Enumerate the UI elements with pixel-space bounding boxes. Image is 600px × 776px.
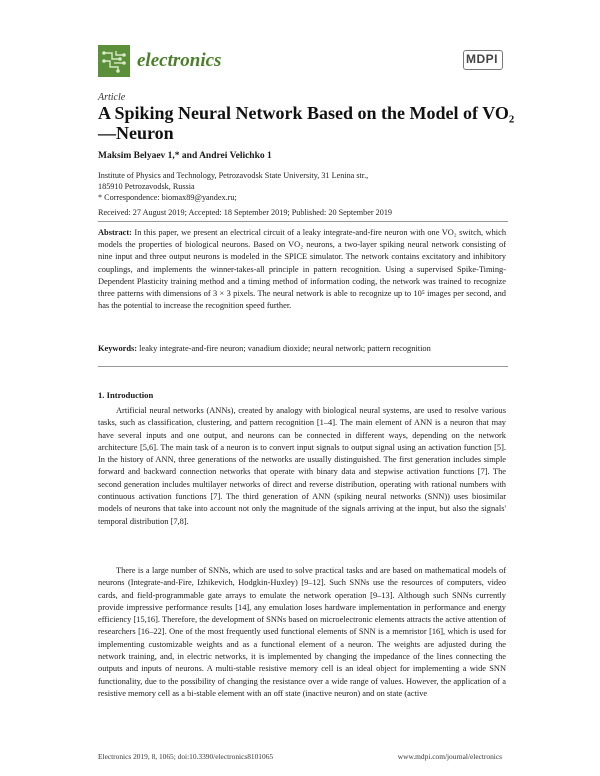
divider (98, 366, 508, 367)
affiliation-line: 185910 Petrozavodsk, Russia (98, 182, 195, 191)
abstract-label: Abstract: (98, 228, 132, 237)
keywords-text: leaky integrate-and-fire neuron; vanadium dioxide; neural network; pattern recognition (139, 344, 431, 353)
body-paragraph: There is a large number of SNNs, which are used to solve practical tasks and are based on mathematical models of neurons (Integrate-and-Fire, Izhikevich, Hodgkin-Huxley) [9–12]. Such SNNs use the resources of computers, video cards, and field-programmable gate arrays to emulate the network operation [9–13]. Although such SNNs currently provide impressive performance results [14], any emulation loses hardware implementation in performance and energy efficiency [15,16]. Therefore, the development of SNNs based on microelectronic elements attracts the active attention of researchers [16–22]. One of the most frequently used functional elements of SNN is a memristor [16], which is used for implementing customizable weights and as a functional element of a neuron. The weights are adjusted during the network training, and, in electric networks, it is implemented by changing the impedance of the lines connecting the outputs and inputs of neurons. A multi-stable resistive memory cell is an ideal object for implementing a wide SNN functionality, due to the possibility of changing the resistance over a wide range of values. However, the application of a resistive memory cell as a bi-stable element with an off state (inactive neuron) and on state (active (98, 566, 506, 698)
abstract (98, 227, 506, 312)
correspondence-line: * Correspondence: biomax89@yandex.ru; (98, 193, 237, 202)
publication-dates: Received: 27 August 2019; Accepted: 18 September 2019; Published: 20 September 2019 (98, 208, 393, 217)
journal-logo-icon (98, 45, 130, 77)
paper-title: A Spiking Neural Network Based on the Model of VO₂—Neuron (98, 103, 515, 143)
affiliation-line: Institute of Physics and Technology, Petrozavodsk State University, 31 Lenina str., (98, 171, 369, 180)
section-heading: 1. Introduction (98, 390, 154, 400)
body-paragraph: Artificial neural networks (ANNs), created by analogy with biological neural systems, are used to resolve various tasks, such as classification, clustering, and pattern recognition [1–4]. The main element of ANN is a neuron that may have several inputs and one output, and neurons can be connected in different ways, depending on the network architecture [5,6]. The main task of a neuron is to convert input signals to output signal using an activation function [5]. In the history of ANN, three generations of the networks are usually distinguished. The first generation includes simple forward and backward connection networks that operate with binary data and stepwise activation functions [7]. The second generation includes multilayer networks of direct and reverse distribution, operating with rational numbers with continuous activation functions [7]. The third generation of ANN (spiking neural networks (SNN)) uses biosimilar models of neurons that take into account not only the magnitude of the signals arriving at the input, but also the signals' temporal distribution [7,8]. (98, 406, 506, 526)
publisher-logo: MDPI (466, 52, 498, 66)
citation-footer: Electronics 2019, 8, 1065; doi:10.3390/electronics8101065 (98, 752, 274, 761)
affiliation-block (98, 170, 518, 203)
journal-name: electronics (137, 50, 222, 71)
divider (98, 221, 508, 222)
keywords-label: Keywords: (98, 344, 138, 353)
keywords (98, 343, 508, 355)
article-type: Article (98, 92, 126, 103)
abstract-text: In this paper, we present an electrical circuit of a leaky integrate-and-fire neuron with one VO₂ switch, which models the properties of biological neurons. Based on VO₂ neurons, a two-layer spiking neural network consisting of nine input and three output neurons is modeled in the SPICE simulator. The network contains excitatory and inhibitory couplings, and implements the winner-takes-all principle in pattern recognition. Using a supervised Spike-Timing-Dependent Plasticity training method and a timing method of information coding, the network was trained to recognize three patterns with dimensions of 3 × 3 pixels. The neural network is able to recognize up to 10⁵ images per second, and has the potential to increase the recognition speed further. (98, 228, 507, 311)
author-list: Maksim Belyaev 1,* and Andrei Velichko 1 (98, 151, 272, 161)
journal-url[interactable]: www.mdpi.com/journal/electronics (397, 752, 502, 761)
